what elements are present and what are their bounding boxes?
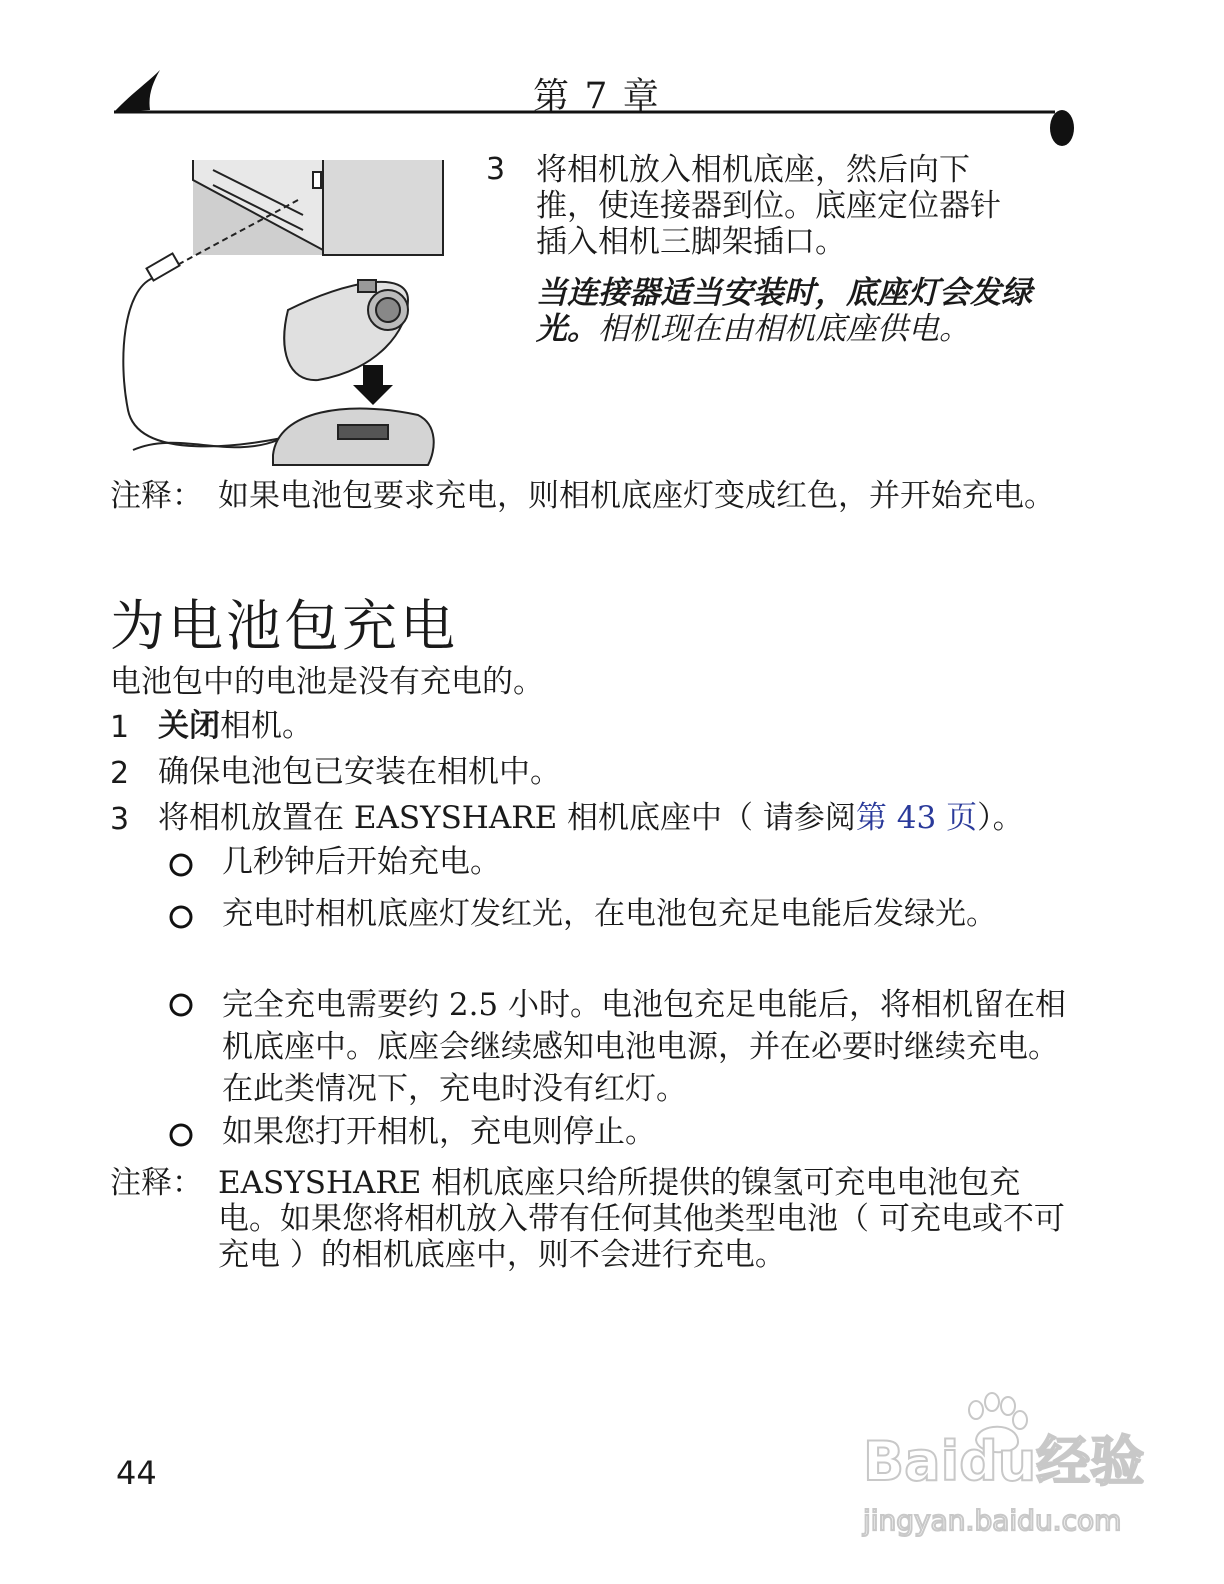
baidu-jingyan-watermark [858, 1390, 1148, 1540]
step-rest: 相机。 [220, 708, 313, 744]
watermark-brand: Baidu经验 [863, 1430, 1145, 1493]
note-text: EASYSHARE 相机底座只给所提供的镍氢可充电电池包充电。如果您将相机放入带有任何其他类型电池（ 可充电或不可充电 ）的相机底座中，则不会进行充电。 [218, 1165, 1065, 1273]
top-step-note-rest: 相机现在由相机底座供电。 [598, 311, 970, 347]
top-step-line: 插入相机三脚架插口。 [536, 224, 846, 260]
bullet-circle-icon [168, 1122, 194, 1148]
top-step-number: 3 [486, 152, 506, 187]
bullet-text: 充电时相机底座灯发红光，在电池包充足电能后发绿光。 [222, 896, 997, 932]
top-step-text [536, 152, 1076, 260]
step-number: 2 [110, 756, 130, 791]
top-step-note [536, 275, 1076, 347]
step-number: 3 [110, 802, 130, 837]
step-text [158, 800, 1024, 836]
step-number: 1 [110, 710, 130, 745]
page-number: 44 [116, 1454, 157, 1492]
top-step-line: 将相机放入相机底座，然后向下 [536, 152, 970, 188]
bullet-circle-icon [168, 904, 194, 930]
note-label: 注释： [110, 478, 203, 514]
step-text [158, 708, 313, 744]
bullet-circle-icon [168, 852, 194, 878]
bullet-text: 几秒钟后开始充电。 [222, 844, 501, 880]
section-heading: 为电池包充电 [110, 594, 459, 658]
camera-dock-illustration [118, 160, 448, 470]
step-text-after: ）。 [977, 800, 1024, 836]
note-text: 如果电池包要求充电，则相机底座灯变成红色，并开始充电。 [218, 478, 1055, 514]
step-text: 确保电池包已安装在相机中。 [158, 754, 561, 790]
top-step-note-bold: 当连接器适当安装时，底座灯会发绿光。 [536, 275, 1032, 347]
step-text-before: 将相机放置在 EASYSHARE 相机底座中（ 请参阅 [158, 800, 856, 836]
bullet-text: 如果您打开相机，充电则停止。 [222, 1114, 656, 1150]
bullet-text: 完全充电需要约 2.5 小时。电池包充足电能后，将相机留在相机底座中。底座会继续感知电池电源，并在必要时继续充电。在此类情况下，充电时没有红灯。 [222, 987, 1067, 1107]
top-step-line: 推，使连接器到位。底座定位器针 [536, 188, 1001, 224]
note-label: 注释： [110, 1165, 203, 1201]
step-bold: 关闭 [158, 708, 220, 744]
bullet-circle-icon [168, 992, 194, 1018]
page-43-link[interactable]: 第 43 页 [855, 800, 978, 836]
watermark-url: jingyan.baidu.com [863, 1504, 1122, 1537]
section-intro: 电池包中的电池是没有充电的。 [110, 664, 544, 700]
chapter-title: 第 7 章 [533, 76, 661, 117]
